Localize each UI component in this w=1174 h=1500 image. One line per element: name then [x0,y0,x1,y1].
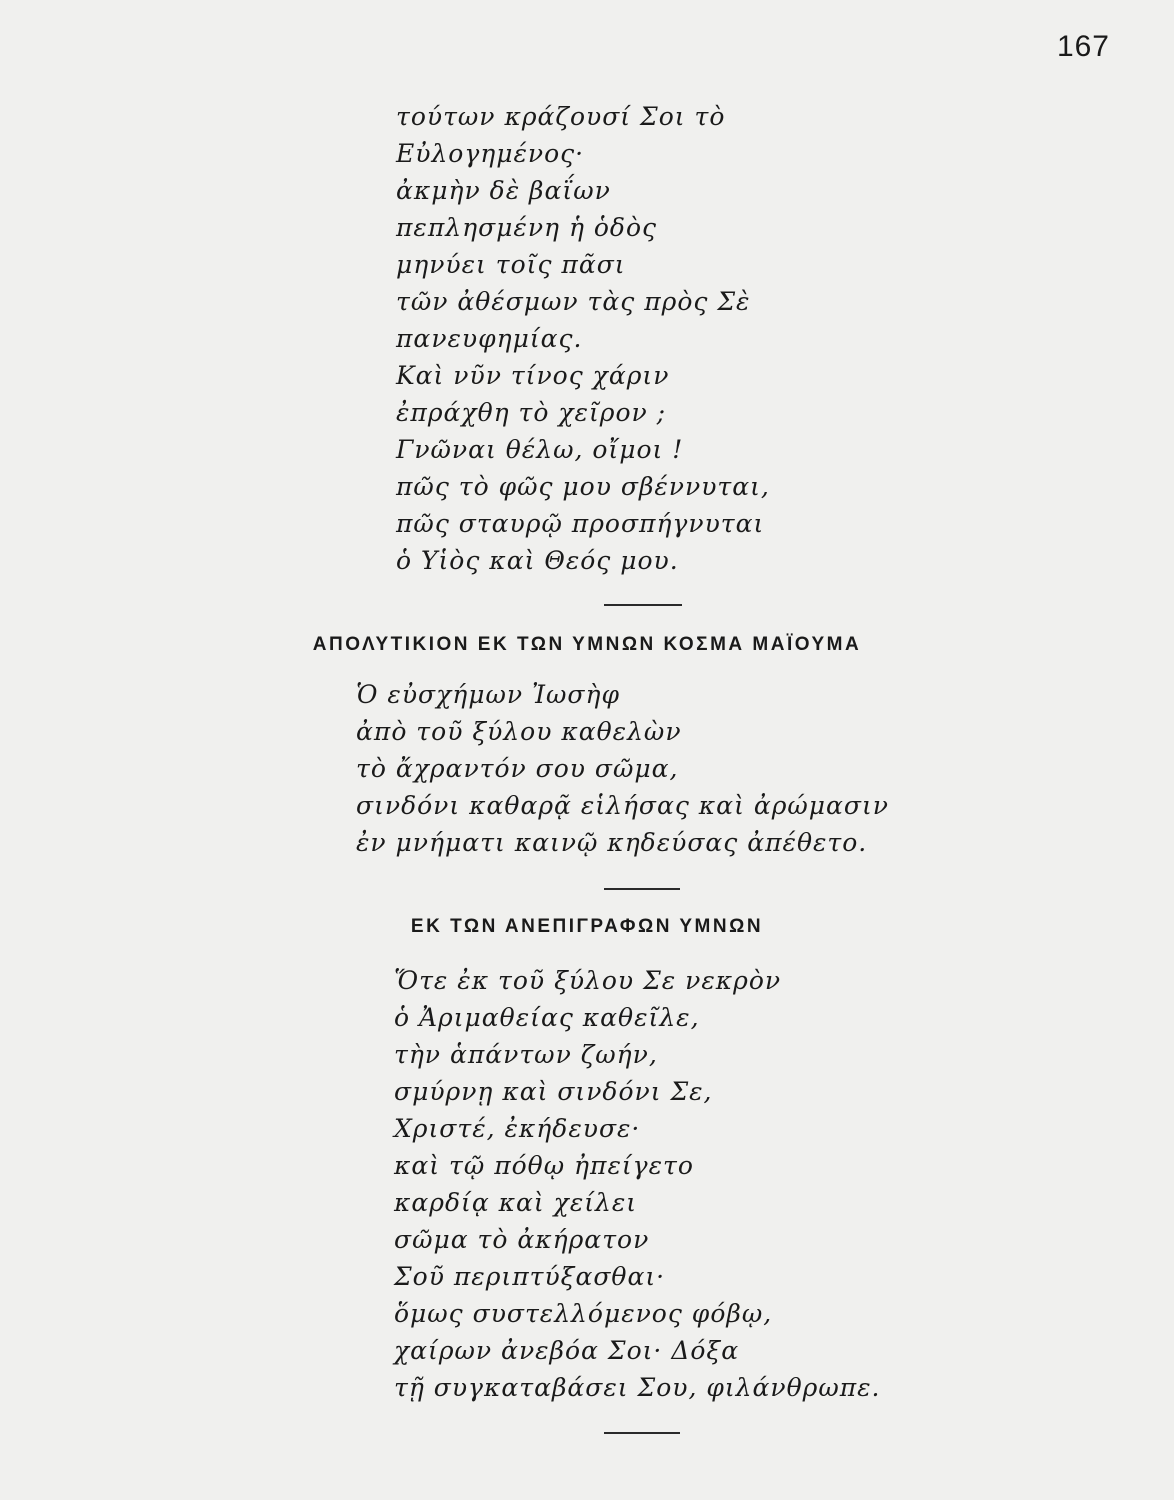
verse-line: ἀπὸ τοῦ ξύλου καθελὼν [356,717,682,746]
section-heading-apolytikion: ΑΠΟΛΥΤΙΚΙΟΝ ΕΚ ΤΩΝ ΥΜΝΩΝ ΚΟΣΜΑ ΜΑΪΟΥΜΑ [312,634,862,655]
verse-line: τῶν ἀθέσμων τὰς πρὸς Σὲ [396,287,751,316]
verse-line: ἀκμὴν δὲ βαΐων [396,176,611,205]
section-heading-anepigraphon: ΕΚ ΤΩΝ ΑΝΕΠΙΓΡΑΦΩΝ ΥΜΝΩΝ [410,916,764,937]
verse-line: μηνύει τοῖς πᾶσι [396,250,626,279]
verse-line: ὁ Ἀριμαθείας καθεῖλε, [394,1003,700,1032]
verse-line: Ὁ εὐσχήμων Ἰωσὴφ [356,680,620,709]
verse-line: πεπλησμένη ἡ ὁδὸς [396,213,658,242]
section-divider [604,604,682,606]
hymn-stanza-3 [394,962,881,1406]
verse-line: χαίρων ἀνεβόα Σοι· Δόξα [394,1336,740,1365]
verse-line: Ὅτε ἐκ τοῦ ξύλου Σε νεκρὸν [394,966,782,995]
hymn-stanza-2 [356,676,889,861]
page-number: 167 [1056,30,1110,63]
verse-line: Καὶ νῦν τίνος χάριν [396,361,670,390]
verse-line: τὴν ἁπάντων ζωήν, [394,1040,658,1069]
verse-line: καρδίᾳ καὶ χείλει [394,1188,638,1217]
verse-line: ὅμως συστελλόμενος φόβῳ, [394,1299,773,1328]
verse-line: τούτων κράζουσί Σοι τὸ [396,102,726,131]
verse-line: Χριστέ, ἐκήδευσε· [394,1114,641,1143]
verse-line: πανευφημίας. [396,324,583,353]
hymn-stanza-1 [396,98,770,579]
verse-line: Εὐλογημένος· [396,139,585,168]
verse-line: σινδόνι καθαρᾷ εἱλήσας καὶ ἀρώμασιν [356,791,889,820]
verse-line: σῶμα τὸ ἀκήρατον [394,1225,650,1254]
verse-line: τὸ ἄχραντόν σου σῶμα, [356,754,679,783]
verse-line: ἐν μνήματι καινῷ κηδεύσας ἀπέθετο. [356,828,868,857]
verse-line: πῶς τὸ φῶς μου σβέννυται, [396,472,770,501]
verse-line: σμύρνῃ καὶ σινδόνι Σε, [394,1077,713,1106]
verse-line: πῶς σταυρῷ προσπήγνυται [396,509,765,538]
verse-line: καὶ τῷ πόθῳ ἠπείγετο [394,1151,694,1180]
verse-line: ἐπράχθη τὸ χεῖρον ; [396,398,667,427]
verse-line: ὁ Υἱὸς καὶ Θεός μου. [396,546,679,575]
verse-line: Σοῦ περιπτύξασθαι· [394,1262,666,1291]
section-divider [604,888,680,890]
verse-line: Γνῶναι θέλω, οἴμοι ! [396,435,684,464]
section-divider [604,1432,680,1434]
verse-line: τῇ συγκαταβάσει Σου, φιλάνθρωπε. [394,1373,881,1402]
